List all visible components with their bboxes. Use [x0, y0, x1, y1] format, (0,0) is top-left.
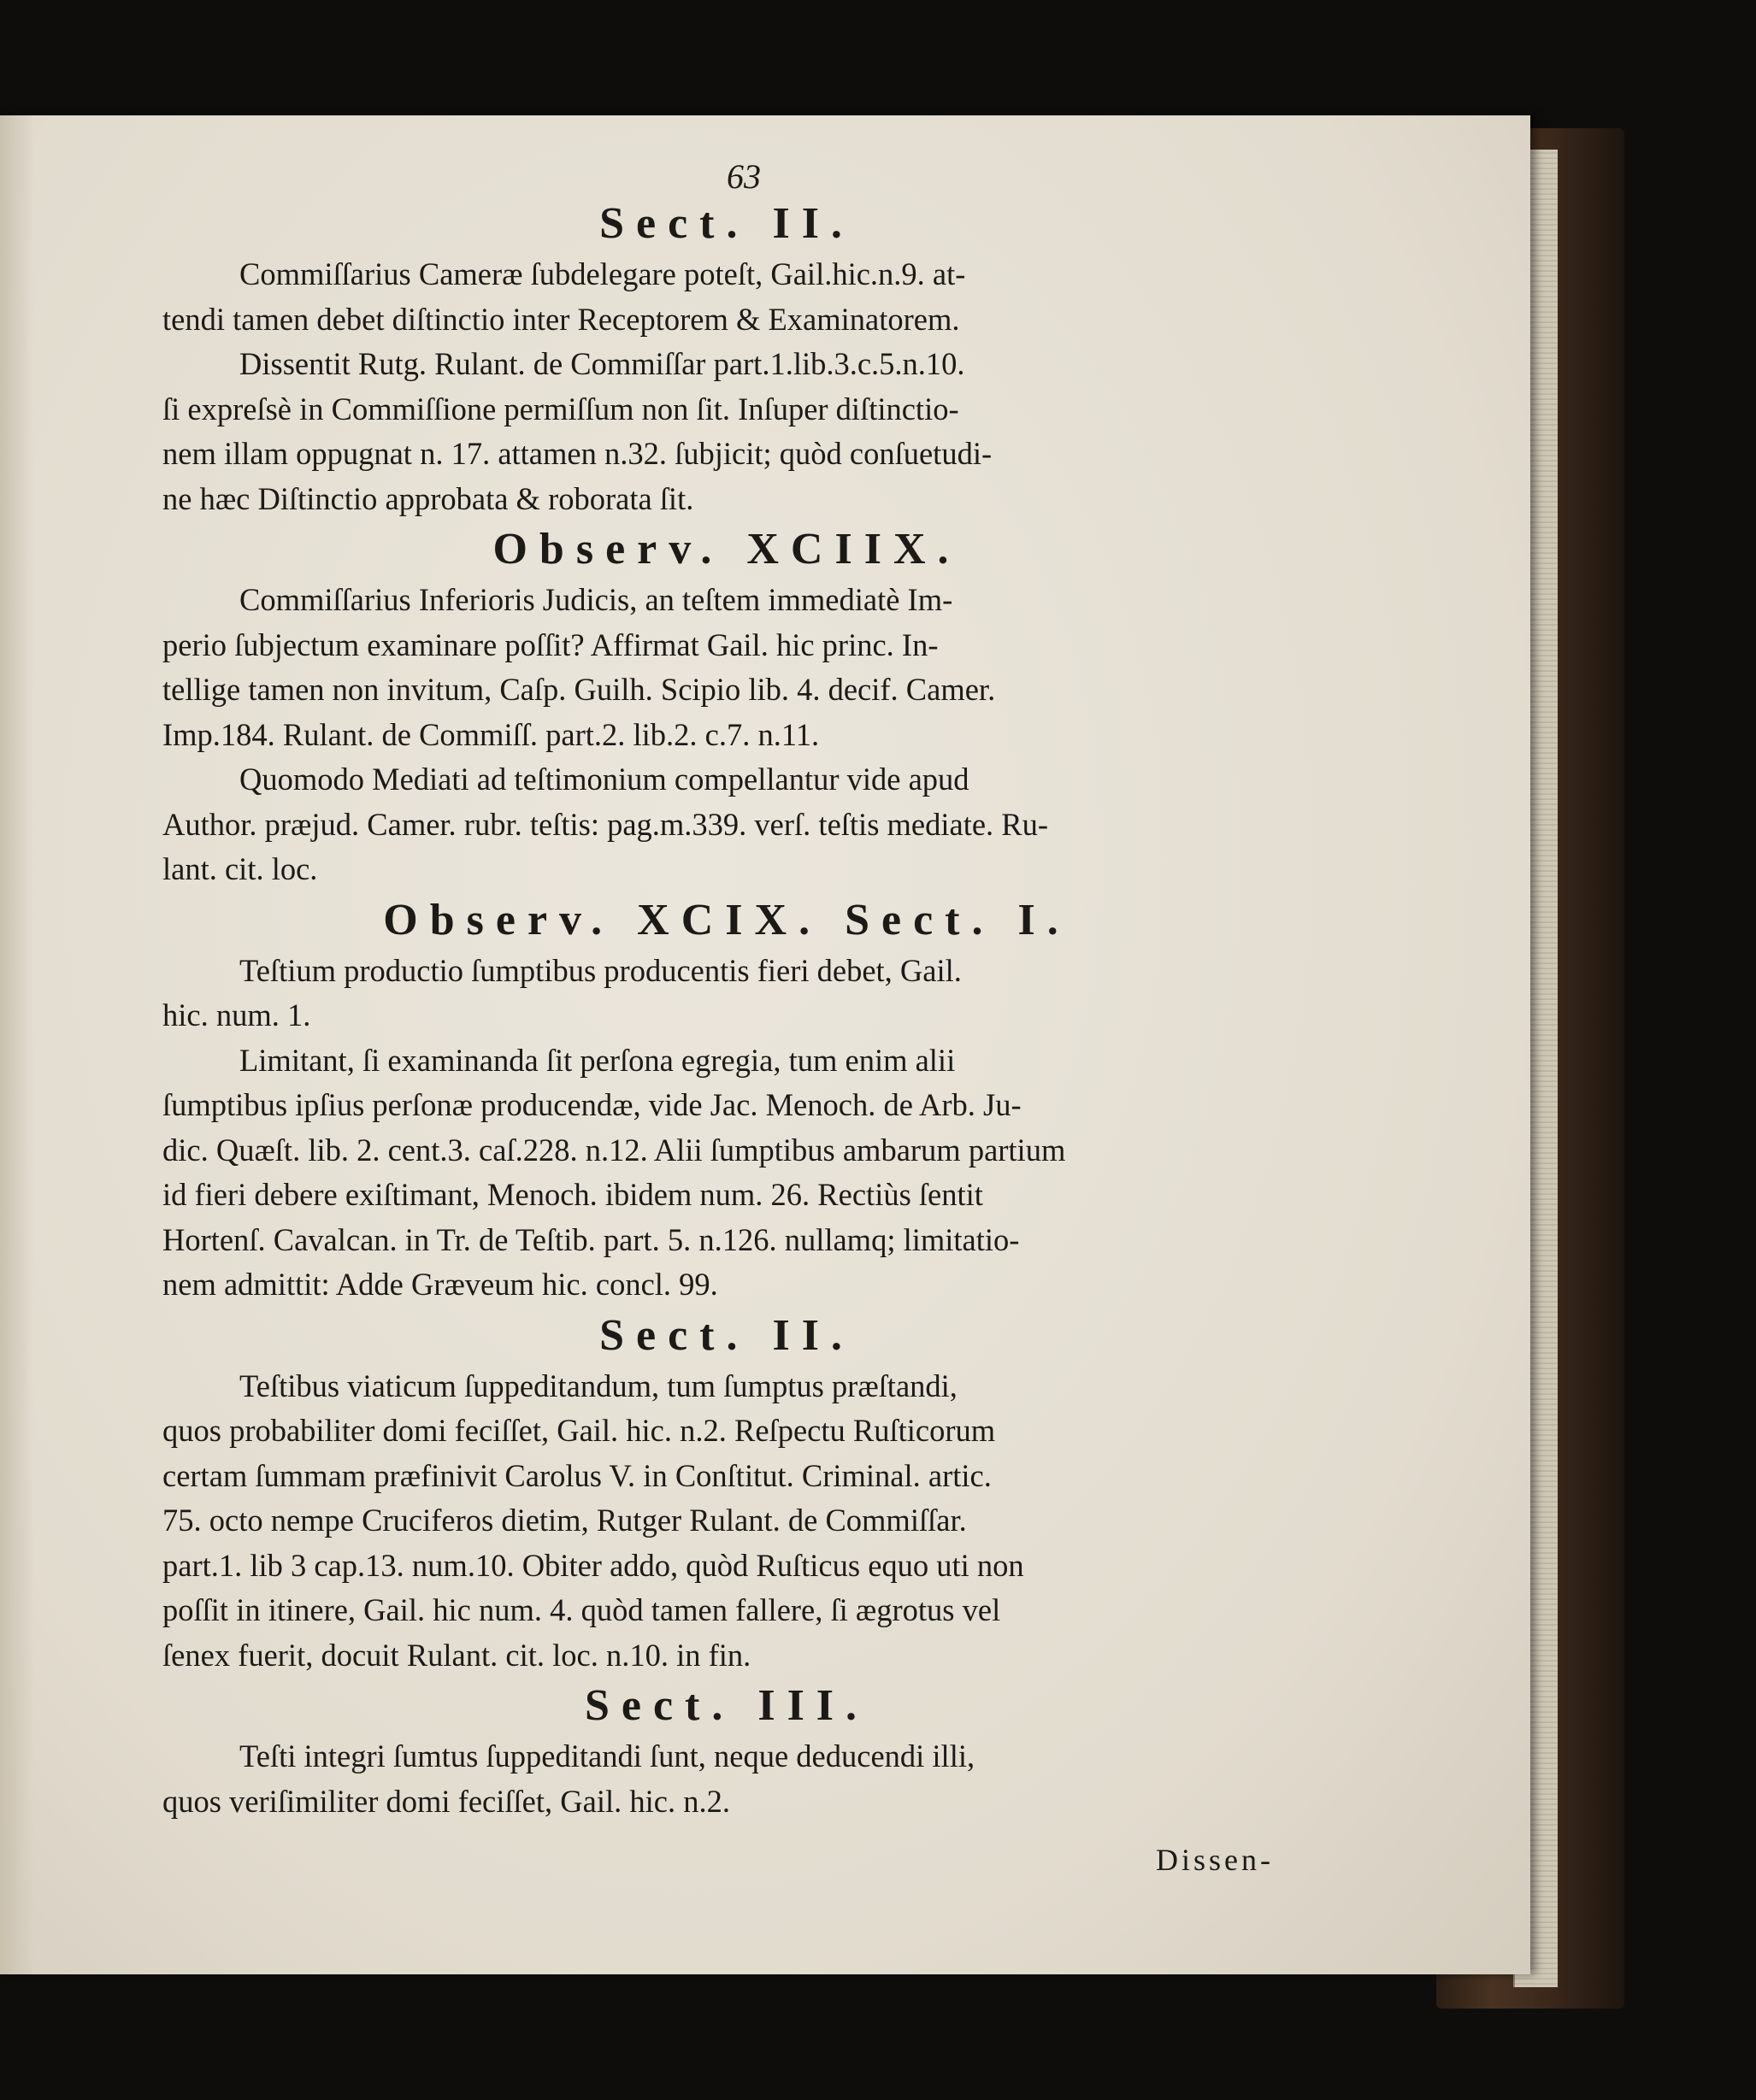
text-line: Quomodo Mediati ad teſtimonium compellantur vide apud	[239, 762, 969, 797]
text-line: Teſti integri ſumtus ſuppeditandi ſunt, neque deducendi illi,	[239, 1738, 975, 1774]
catchword: Dissen-	[1156, 1843, 1274, 1877]
text-line: ſi expreſsè in Commiſſione permiſſum non ſit. Inſuper diſtinctio-	[162, 391, 959, 426]
text-line: poſſit in itinere, Gail. hic num. 4. quòd tamen fallere, ſi ægrotus vel	[162, 1592, 1001, 1627]
text-line: Teſtium productio ſumptibus producentis fieri debet, Gail.	[239, 952, 962, 988]
text-line: Author. præjud. Camer. rubr. teſtis: pag.m.339. verſ. teſtis mediate. Ru-	[162, 806, 1049, 842]
text-line: perio ſubjectum examinare poſſit? Affirmat Gail. hic princ. In-	[162, 626, 939, 662]
section-heading: Sect. II.	[599, 1310, 854, 1360]
section-heading: Sect. III.	[584, 1681, 869, 1730]
book-page	[0, 115, 1530, 1974]
text-line: nem admittit: Adde Græveum hic. concl. 99.	[162, 1267, 718, 1302]
paragraph	[162, 1038, 1291, 1308]
text-line: lant. cit. loc.	[162, 851, 318, 886]
text-line: ſumptibus ipſius perſonæ producendæ, vide Jac. Menoch. de Arb. Ju-	[162, 1087, 1022, 1122]
paragraph	[162, 578, 1291, 757]
section-heading: Observ. XCIX. Sect. I.	[383, 895, 1070, 944]
text-line: Commiſſarius Cameræ ſubdelegare poteſt, Gail.hic.n.9. at-	[239, 256, 966, 291]
text-line: Dissentit Rutg. Rulant. de Commiſſar part.1.lib.3.c.5.n.10.	[239, 346, 965, 381]
text-line: part.1. lib 3 cap.13. num.10. Obiter addo, quòd Ruſticus equo uti non	[162, 1547, 1024, 1583]
text-line: certam ſummam præfinivit Carolus V. in Conſtitut. Criminal. artic.	[162, 1457, 992, 1493]
text-line: Teſtibus viaticum ſuppeditandum, tum ſumptus præſtandi,	[239, 1368, 958, 1403]
text-line: quos probabiliter domi feciſſet, Gail. hic. n.2. Reſpectu Ruſticorum	[162, 1413, 996, 1448]
section-heading: Sect. II.	[599, 199, 854, 248]
paragraph	[162, 1364, 1291, 1679]
text-blocks	[162, 196, 1291, 1824]
text-line: Limitant, ſi examinanda ſit perſona egregia, tum enim alii	[239, 1042, 956, 1078]
paragraph	[162, 252, 1291, 342]
text-line: nem illam oppugnat n. 17. attamen n.32. ſubjicit; quòd conſuetudi-	[162, 436, 993, 471]
paragraph	[162, 949, 1291, 1038]
text-line: tellige tamen non invitum, Caſp. Guilh. Scipio lib. 4. decif. Camer.	[162, 672, 996, 707]
text-line: Imp.184. Rulant. de Commiſſ. part.2. lib.2. c.7. n.11.	[162, 716, 820, 752]
text-line: 75. octo nempe Cruciferos dietim, Rutger Rulant. de Commiſſar.	[162, 1503, 967, 1538]
text-line: dic. Quæſt. lib. 2. cent.3. caſ.228. n.12. Alii ſumptibus ambarum partium	[162, 1132, 1066, 1168]
text-line: id fieri debere exiſtimant, Menoch. ibidem num. 26. Rectiùs ſentit	[162, 1177, 983, 1212]
page-number: 63	[727, 157, 761, 196]
text-line: Commiſſarius Inferioris Judicis, an teſtem immediatè Im-	[239, 582, 953, 617]
text-line: hic. num. 1.	[162, 997, 311, 1032]
text-line: tendi tamen debet diſtinctio inter Receptorem & Examinatorem.	[162, 301, 960, 337]
text-line: ſenex fuerit, docuit Rulant. cit. loc. n.10. in fin.	[162, 1637, 751, 1673]
page-text	[162, 158, 1291, 1882]
section-heading: Observ. XCIIX.	[492, 525, 961, 574]
text-line: quos veriſimiliter domi feciſſet, Gail. hic. n.2.	[162, 1783, 730, 1819]
paragraph	[162, 1734, 1291, 1824]
paragraph	[162, 757, 1291, 892]
text-line: ne hæc Diſtinctio approbata & roborata ſit.	[162, 480, 694, 516]
text-line: Hortenſ. Cavalcan. in Tr. de Teſtib. part. 5. n.126. nullamq; limitatio-	[162, 1221, 1020, 1257]
paragraph	[162, 342, 1291, 521]
